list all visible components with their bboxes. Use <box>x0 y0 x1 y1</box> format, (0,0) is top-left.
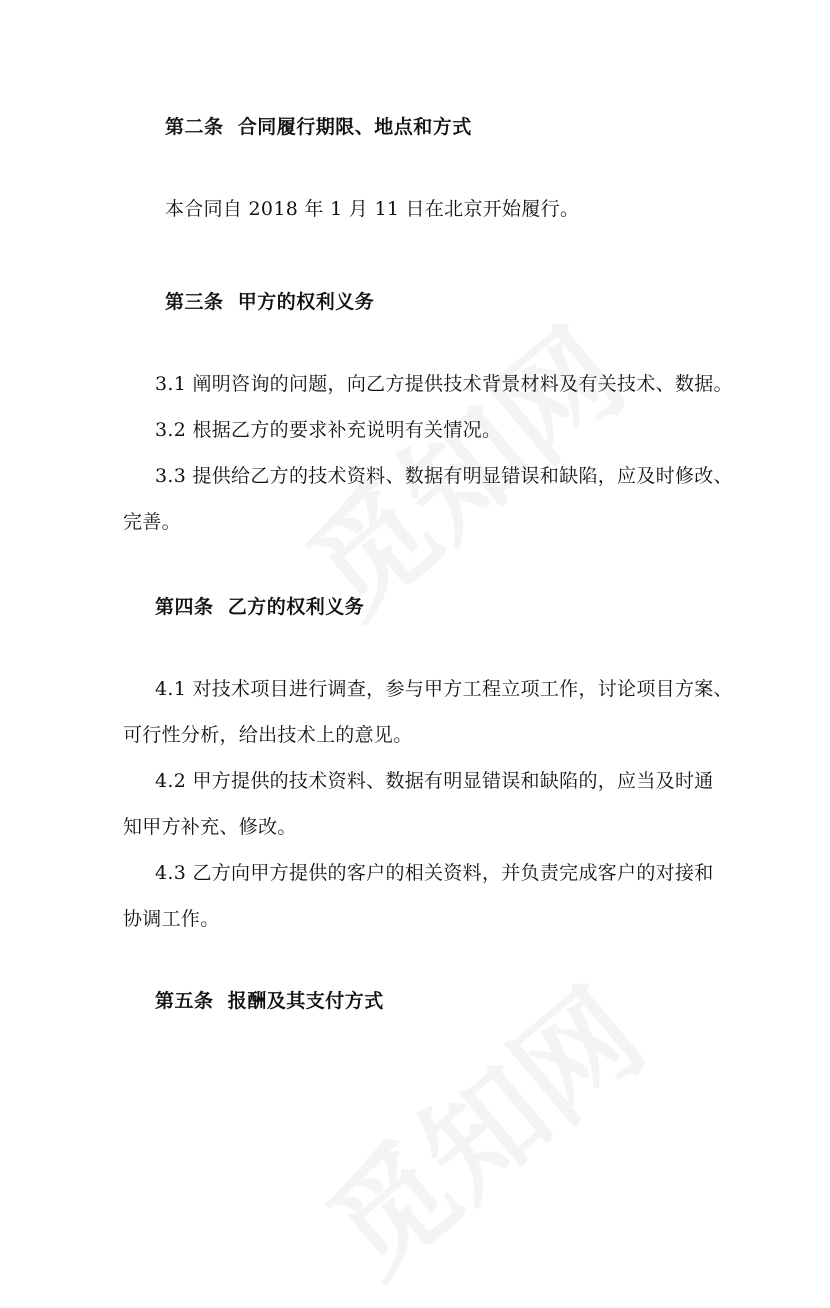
paragraph-line: 4.2 甲方提供的技术资料、数据有明显错误和缺陷的，应当及时通 <box>155 770 714 792</box>
paragraph-line: 4.3 乙方向甲方提供的客户的相关资料，并负责完成客户的对接和 <box>155 862 714 884</box>
paragraph-line: 完善。 <box>123 511 181 533</box>
paragraph-line: 3.1 阐明咨询的问题，向乙方提供技术背景材料及有关技术、数据。 <box>155 373 733 395</box>
paragraph-line: 知甲方补充、修改。 <box>123 816 297 838</box>
section-heading: 第四条 乙方的权利义务 <box>155 596 365 618</box>
paragraph-line: 可行性分析，给出技术上的意见。 <box>123 724 413 746</box>
paragraph-line: 3.3 提供给乙方的技术资料、数据有明显错误和缺陷，应及时修改、 <box>155 465 733 487</box>
paragraph-line: 4.1 对技术项目进行调查，参与甲方工程立项工作，讨论项目方案、 <box>155 678 733 700</box>
paragraph-line: 3.2 根据乙方的要求补充说明有关情况。 <box>155 419 502 441</box>
section-heading: 第五条 报酬及其支付方式 <box>155 990 384 1012</box>
paragraph-line: 本合同自 2018 年 1 月 11 日在北京开始履行。 <box>165 198 580 220</box>
section-heading: 第二条 合同履行期限、地点和方式 <box>165 116 472 138</box>
paragraph-line: 协调工作。 <box>123 908 220 930</box>
section-heading: 第三条 甲方的权利义务 <box>165 291 375 313</box>
